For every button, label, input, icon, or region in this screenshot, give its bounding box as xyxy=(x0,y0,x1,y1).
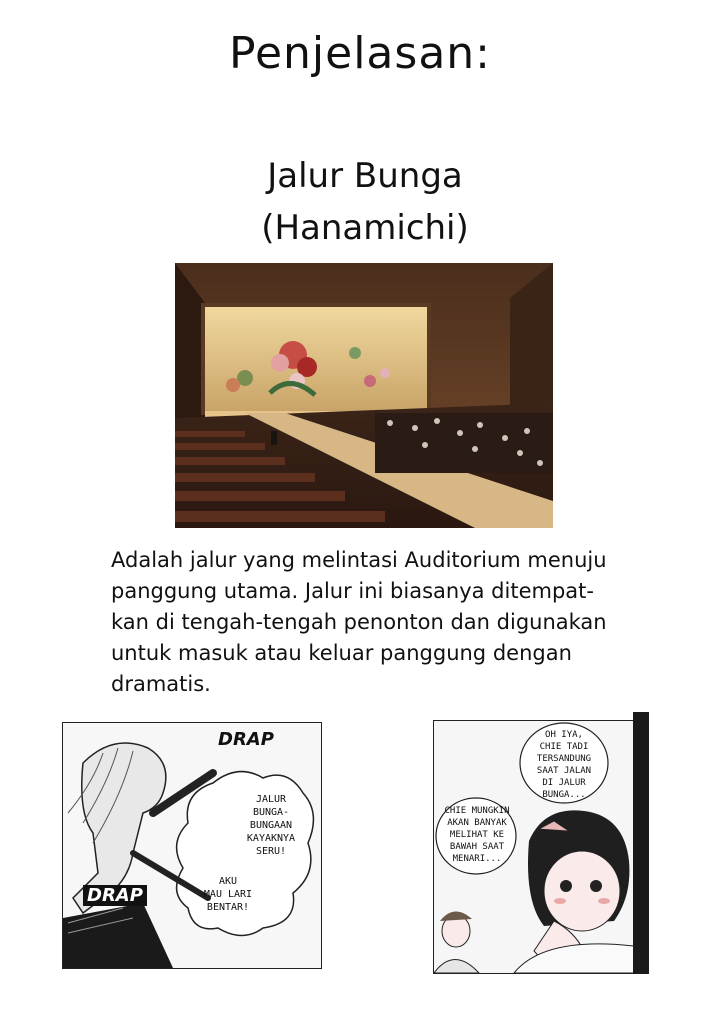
sfx-drap-bottom: DRAP xyxy=(83,885,147,906)
auditorium-illustration xyxy=(175,263,553,528)
page-title: Penjelasan: xyxy=(228,28,491,79)
stage-curtain xyxy=(205,307,427,411)
speech-bubble-oh-iya: OH IYA, CHIE TADI TERSANDUNG SAAT JALAN DI JALUR BUNGA... xyxy=(536,730,592,800)
speech-bubble-aku-mau-lari: AKU MAU LARI BENTAR! xyxy=(203,876,253,913)
sfx-drap-top: DRAP xyxy=(218,729,274,750)
panel-edge-bar xyxy=(633,712,649,974)
subtitle xyxy=(0,150,720,254)
hanamichi-photo xyxy=(175,263,553,528)
description-text: Adalah jalur yang melintasi Auditorium menuju panggung utama. Jalur ini biasanya ditempat-kan di tengah-tengah penonton dan digunakan untuk masuk atau keluar panggung dengan dramatis. xyxy=(111,548,607,696)
manga-panel-right xyxy=(433,720,635,974)
speech-bubble-jalur-bunga: JALUR BUNGA- BUNGAAN KAYAKNYA SERU! xyxy=(246,794,296,857)
subtitle-line-1: Jalur Bunga xyxy=(267,156,463,196)
manga-panel-left xyxy=(62,722,322,969)
subtitle-line-2: (Hanamichi) xyxy=(261,208,469,248)
speech-bubble-chie-mungkin: CHIE MUNGKIN AKAN BANYAK MELIHAT KE BAWAH SAAT MENARI... xyxy=(444,806,510,864)
